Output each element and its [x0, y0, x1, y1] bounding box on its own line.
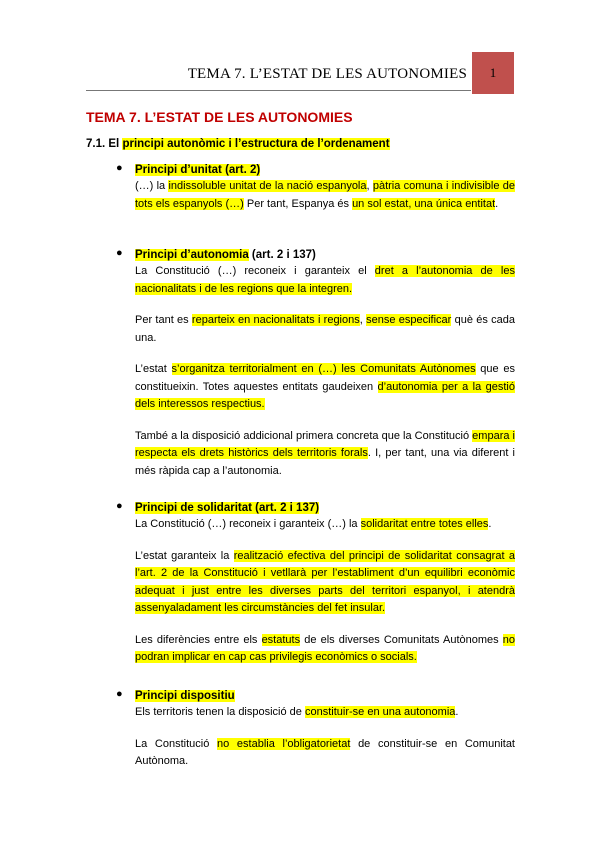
text-run: Els territoris tenen la disposició de: [135, 706, 305, 718]
highlighted-text: indissoluble unitat de la nació espanyola: [168, 180, 367, 192]
text-run: La Constitució: [135, 737, 218, 750]
bullet-icon: ●: [116, 688, 123, 700]
principle-ref: (art. 2 i 137): [248, 249, 316, 261]
principle-title: [135, 162, 518, 178]
paragraph: [135, 704, 515, 722]
highlighted-text: solidaritat entre totes elles: [360, 518, 489, 530]
text-run: què és cada una.: [135, 314, 515, 344]
principle-title-text: Principi de solidaritat (art. 2 i 137): [135, 502, 320, 514]
highlighted-text: d’autonomia per a la gestió dels interessos respectius.: [135, 380, 515, 410]
highlighted-text: constituir-se en una autonomia: [304, 706, 456, 718]
highlighted-text: realització efectiva del principi de solidaritat consagrat a l’art. 2 de la Constitució i vetllarà per l’establiment d’un equilibri econòmic adequat i just entre les diverses parts del territori espanyol, i atendrà assenyaladament les circumstàncies del fet insular.: [135, 549, 515, 614]
text-run: L’estat garanteix la: [135, 549, 234, 562]
highlighted-text: pàtria comuna i indivisible de tots els espanyols (…): [135, 180, 515, 210]
text-run: Per tant es: [135, 314, 192, 326]
highlighted-text: sense especificar: [366, 314, 452, 326]
paragraph: [135, 178, 515, 213]
header-title: TEMA 7. L’ESTAT DE LES AUTONOMIES: [187, 66, 467, 82]
paragraph: [135, 516, 515, 534]
page-header: [0, 0, 600, 100]
text-run: .: [495, 197, 499, 210]
highlighted-text: estatuts: [261, 633, 301, 646]
text-run: de constituir-se en Comunitat Autònoma.: [135, 737, 515, 767]
text-run: .: [488, 518, 492, 530]
text-run: La Constitució (…) reconeix i garanteix el: [135, 265, 375, 277]
header-rule: [86, 90, 471, 91]
text-run: . I, per tant, una via diferent i més ràpida cap a l’autonomia.: [135, 447, 516, 477]
principle-title: [135, 247, 518, 263]
principle-title-text: Principi d’unitat (art. 2): [135, 164, 261, 176]
paragraph: [135, 312, 515, 347]
highlighted-text: empara i respecta els drets històrics dels territoris forals: [135, 429, 515, 459]
paragraph: [135, 263, 515, 298]
principle-solidaritat: [118, 500, 518, 667]
highlighted-text: un sol estat, una única entitat: [352, 197, 496, 210]
text-run: Les diferències entre els: [135, 633, 262, 646]
highlighted-text: no establia l’obligatorietat: [217, 737, 351, 750]
principle-autonomia: [118, 247, 518, 480]
text-run: L’estat: [135, 363, 172, 375]
section-heading-highlight: principi autonòmic i l’estructura de l’ordenament: [122, 138, 390, 150]
text-run: .: [455, 706, 459, 718]
text-run: Per tant, Espanya és: [243, 197, 353, 210]
document-title: TEMA 7. L’ESTAT DE LES AUTONOMIES: [86, 109, 353, 125]
text-run: de els diverses Comunitats Autònomes: [300, 633, 503, 646]
section-prefix: 7.1. El: [86, 138, 123, 150]
paragraph: [135, 361, 515, 414]
principle-title: [135, 500, 518, 516]
highlighted-text: dret a l’autonomia de les nacionalitats i de les regions que la integren.: [135, 265, 515, 295]
highlighted-text: no podran implicar en cap cas privilegis econòmics o socials.: [135, 633, 516, 663]
text-run: ,: [366, 180, 373, 192]
principle-title-text: Principi d’autonomia: [135, 249, 249, 261]
page-number: 1: [489, 65, 497, 80]
text-run: La Constitució (…) reconeix i garanteix (…) la: [135, 518, 361, 530]
paragraph: [135, 428, 515, 481]
paragraph: [135, 548, 515, 618]
paragraph: [135, 632, 515, 667]
text-run: També a la disposició addicional primera concreta que la Constitució: [135, 429, 473, 442]
text-run: ,: [359, 314, 367, 326]
principle-title: [135, 688, 518, 704]
text-run: (…) la: [135, 180, 169, 192]
page-number-badge: [472, 52, 514, 94]
highlighted-text: reparteix en nacionalitats i regions: [191, 314, 360, 326]
section-heading: [86, 138, 390, 150]
bullet-icon: ●: [116, 162, 123, 174]
principle-unitat: [118, 162, 518, 213]
highlighted-text: s’organitza territorialment en (…) les Comunitats Autònomes: [171, 363, 476, 375]
bullet-icon: ●: [116, 247, 123, 259]
text-run: que es constitueixin. Totes aquestes entitats gaudeixen: [135, 363, 515, 393]
bullet-icon: ●: [116, 500, 123, 512]
principle-dispositiu: [118, 688, 518, 771]
paragraph: [135, 736, 515, 771]
principle-title-text: Principi dispositiu: [135, 690, 235, 702]
